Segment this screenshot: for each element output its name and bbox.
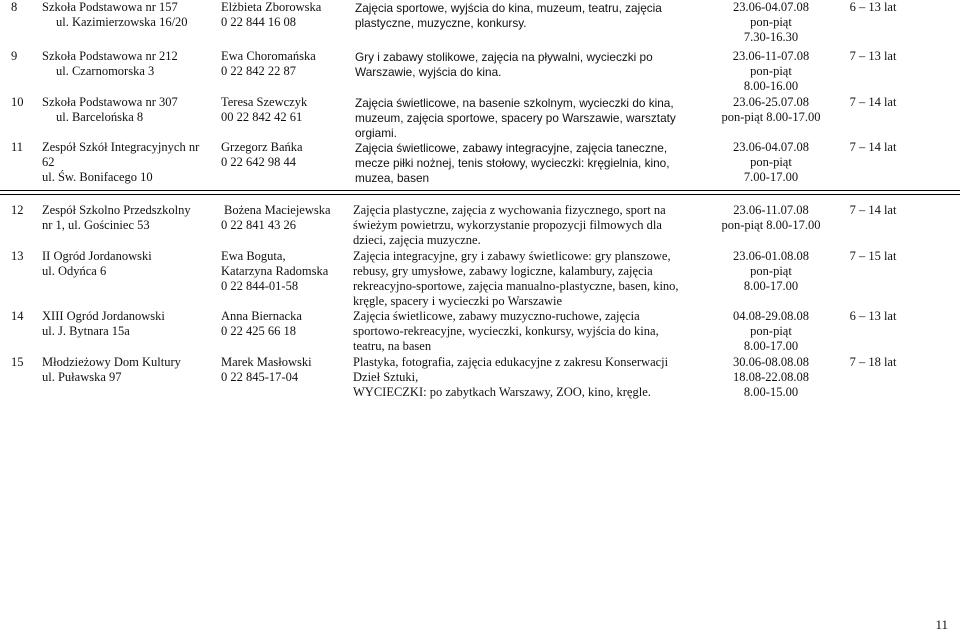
row-number: 15 <box>11 355 24 369</box>
table-top-border-bottom <box>0 194 960 195</box>
school-name: II Ogród Jordanowski <box>42 249 152 263</box>
school-address: ul. Kazimierzowska 16/20 <box>56 15 188 29</box>
program-line: świeżym powietrzu, wykorzystanie propozycji filmowych dla <box>353 218 662 232</box>
contact-phone: 0 22 841 43 26 <box>221 218 296 232</box>
dates-line: 23.06-25.07.08 <box>732 95 810 109</box>
row-number: 11 <box>11 140 24 154</box>
contact-name: Bożena Maciejewska <box>224 203 331 217</box>
school-address: nr 1, ul. Gościniec 53 <box>42 218 150 232</box>
program-line: Dzieł Sztuki, <box>353 370 419 384</box>
school-name-cont: 62 <box>42 155 55 169</box>
program-line: Zajęcia sportowe, wyjścia do kina, muzeum, teatru, zajęcia <box>355 1 662 15</box>
contact-phone: 00 22 842 42 61 <box>221 110 303 124</box>
school-name: Młodzieżowy Dom Kultury <box>42 355 181 369</box>
row-number: 13 <box>11 249 24 263</box>
contact-phone: 0 22 642 98 44 <box>221 155 296 169</box>
row-number: 12 <box>11 203 24 217</box>
school-address: ul. Barcelońska 8 <box>56 110 144 124</box>
program-line: kręgle, spacery i wycieczki po Warszawie <box>353 294 563 308</box>
program-line: dzieci, zajęcia muzyczne. <box>353 233 481 247</box>
program-line: WYCIECZKI: po zabytkach Warszawy, ZOO, kino, kręgle. <box>353 385 651 399</box>
program-line: muzeum, zajęcia sportowe, spacery po Warszawie, warsztaty <box>355 111 676 125</box>
contact-name: Marek Masłowski <box>221 355 312 369</box>
dates-line: pon-piąt <box>750 324 792 338</box>
contact-name: Ewa Boguta, <box>221 249 286 263</box>
dates-line: pon-piąt <box>750 64 792 78</box>
school-name: Szkoła Podstawowa nr 212 <box>42 49 178 63</box>
row-number: 10 <box>11 95 24 109</box>
program-line: mecze piłki nożnej, tenis stołowy, wycieczki: kręgielnia, kino, <box>355 156 670 170</box>
school-address: ul. Św. Bonifacego 10 <box>42 170 153 184</box>
dates-line: pon-piąt <box>750 155 792 169</box>
dates-line: pon-piąt 8.00-17.00 <box>721 110 821 124</box>
dates-line: 23.06-01.08.08 <box>732 249 810 263</box>
row-number: 14 <box>11 309 24 323</box>
program-line: sportowo-rekreacyjne, wycieczki, konkursy, wyjścia do kina, <box>353 324 659 338</box>
program-line: Zajęcia świetlicowe, na basenie szkolnym, wycieczki do kina, <box>355 96 674 110</box>
age-range: 7 – 14 lat <box>849 203 897 217</box>
table-bottom-border-top <box>0 190 960 191</box>
school-address: ul. Czarnomorska 3 <box>56 64 155 78</box>
program-line: Warszawie, wyjścia do kina. <box>355 65 502 79</box>
dates-line: 23.06-04.07.08 <box>732 0 810 14</box>
contact-phone: 0 22 842 22 87 <box>221 64 296 78</box>
contact-name: Grzegorz Bańka <box>221 140 303 154</box>
school-address: ul. Odyńca 6 <box>42 264 107 278</box>
program-line: Zajęcia świetlicowe, zabawy integracyjne, zajęcia taneczne, <box>355 141 668 155</box>
dates-line: pon-piąt <box>750 264 792 278</box>
program-line: Zajęcia świetlicowe, zabawy muzyczno-ruchowe, zajęcia <box>353 309 640 323</box>
school-name: XIII Ogród Jordanowski <box>42 309 165 323</box>
program-line: Plastyka, fotografia, zajęcia edukacyjne z zakresu Konserwacji <box>353 355 669 369</box>
page-number: 11 <box>935 617 948 632</box>
school-name: Zespół Szkół Integracyjnych nr <box>42 140 200 154</box>
program-line: rebusy, gry umysłowe, zabawy logiczne, kalambury, zajęcia <box>353 264 653 278</box>
contact-phone: 0 22 844 16 08 <box>221 15 296 29</box>
contact-phone: 0 22 845-17-04 <box>221 370 299 384</box>
contact-name-2: Katarzyna Radomska <box>221 264 329 278</box>
dates-line: 7.00-17.00 <box>743 170 799 184</box>
dates-line: 18.08-22.08.08 <box>732 370 810 384</box>
age-range: 7 – 14 lat <box>849 95 897 109</box>
dates-line: 8.00-16.00 <box>743 79 799 93</box>
program-line: Zajęcia integracyjne, gry i zabawy świetlicowe: gry planszowe, <box>353 249 671 263</box>
dates-line: 8.00-17.00 <box>743 279 799 293</box>
program-line: Zajęcia plastyczne, zajęcia z wychowania fizycznego, sport na <box>353 203 666 217</box>
program-line: orgiami. <box>355 126 397 140</box>
dates-line: 23.06-11.07.08 <box>733 203 809 217</box>
dates-line: pon-piąt <box>750 15 792 29</box>
age-range: 7 – 15 lat <box>849 249 897 263</box>
school-address: ul. Puławska 97 <box>42 370 122 384</box>
contact-name: Ewa Choromańska <box>221 49 316 63</box>
dates-line: 04.08-29.08.08 <box>732 309 810 323</box>
school-name: Szkoła Podstawowa nr 307 <box>42 95 178 109</box>
program-line: rekreacyjno-sportowe, zajęcia manualno-plastyczne, basen, kino, <box>353 279 679 293</box>
dates-line: 23.06-04.07.08 <box>732 140 810 154</box>
contact-name: Teresa Szewczyk <box>221 95 308 109</box>
dates-line: 8.00-15.00 <box>743 385 799 399</box>
contact-name: Anna Biernacka <box>221 309 302 323</box>
age-range: 7 – 18 lat <box>849 355 897 369</box>
school-name: Zespół Szkolno Przedszkolny <box>42 203 191 217</box>
dates-line: 7.30-16.30 <box>743 30 799 44</box>
contact-phone: 0 22 425 66 18 <box>221 324 296 338</box>
age-range: 7 – 14 lat <box>849 140 897 154</box>
dates-line: 8.00-17.00 <box>743 339 799 353</box>
contact-name: Elżbieta Zborowska <box>221 0 322 14</box>
contact-phone: 0 22 844-01-58 <box>221 279 299 293</box>
school-name: Szkoła Podstawowa nr 157 <box>42 0 178 14</box>
program-line: teatru, na basen <box>353 339 432 353</box>
dates-line: pon-piąt 8.00-17.00 <box>721 218 821 232</box>
dates-line: 30.06-08.08.08 <box>732 355 810 369</box>
age-range: 7 – 13 lat <box>849 49 897 63</box>
dates-line: 23.06-11-07.08 <box>732 49 810 63</box>
program-line: Gry i zabawy stolikowe, zajęcia na pływalni, wycieczki po <box>355 50 653 64</box>
program-line: plastyczne, muzyczne, konkursy. <box>355 16 527 30</box>
row-number: 8 <box>11 0 18 14</box>
school-address: ul. J. Bytnara 15a <box>42 324 130 338</box>
program-line: muzea, basen <box>355 171 430 185</box>
age-range: 6 – 13 lat <box>849 0 897 14</box>
row-number: 9 <box>11 49 18 63</box>
age-range: 6 – 13 lat <box>849 309 897 323</box>
